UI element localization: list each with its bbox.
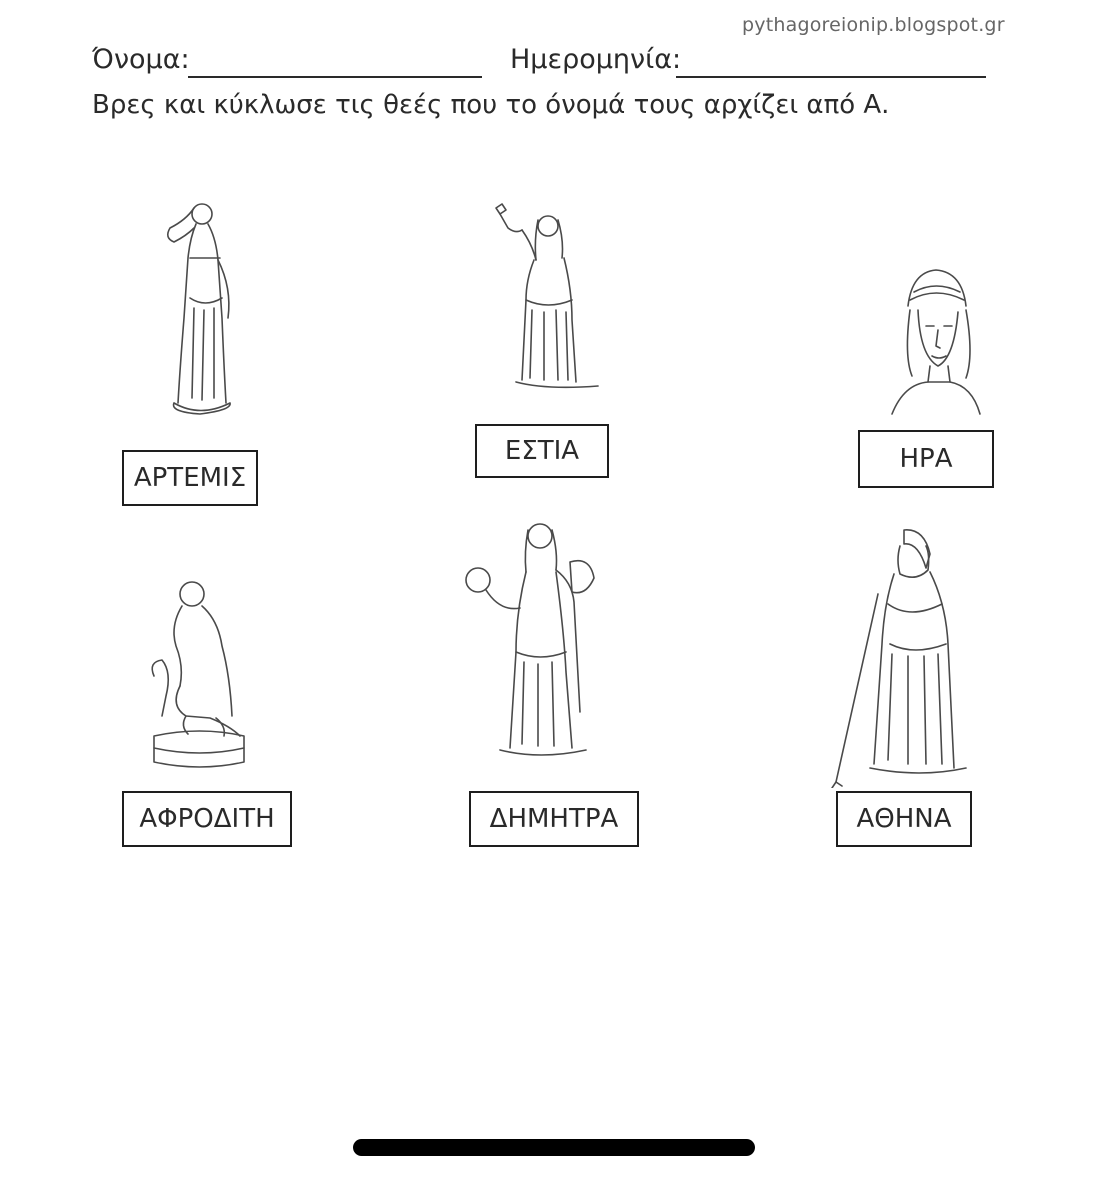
name-field-line[interactable] [188, 76, 482, 78]
date-field-label: Ημερομηνία: [510, 44, 682, 75]
hestia-statue-icon [486, 200, 604, 395]
artemis-statue-icon [150, 198, 250, 420]
source-url: pythagoreionip.blogspot.gr [742, 14, 1005, 36]
instruction-text: Βρες και κύκλωσε τις θεές που το όνομά τους αρχίζει από Α. [92, 90, 890, 120]
demeter-statue-icon [460, 512, 612, 758]
goddess-label-hera[interactable]: ΗΡΑ [858, 430, 994, 488]
athena-statue-icon [830, 524, 972, 788]
aphrodite-statue-icon [140, 576, 256, 780]
name-field-label: Όνομα: [92, 44, 190, 75]
goddess-label-athena[interactable]: ΑΘΗΝΑ [836, 791, 972, 847]
goddess-label-aphrodite[interactable]: ΑΦΡΟΔΙΤΗ [122, 791, 292, 847]
goddess-label-artemis[interactable]: ΑΡΤΕΜΙΣ [122, 450, 258, 506]
goddess-label-demeter[interactable]: ΔΗΜΗΤΡΑ [469, 791, 639, 847]
hera-bust-icon [884, 266, 984, 416]
goddess-label-hestia[interactable]: ΕΣΤΙΑ [475, 424, 609, 478]
home-indicator-bar[interactable] [353, 1139, 755, 1156]
date-field-line[interactable] [676, 76, 986, 78]
